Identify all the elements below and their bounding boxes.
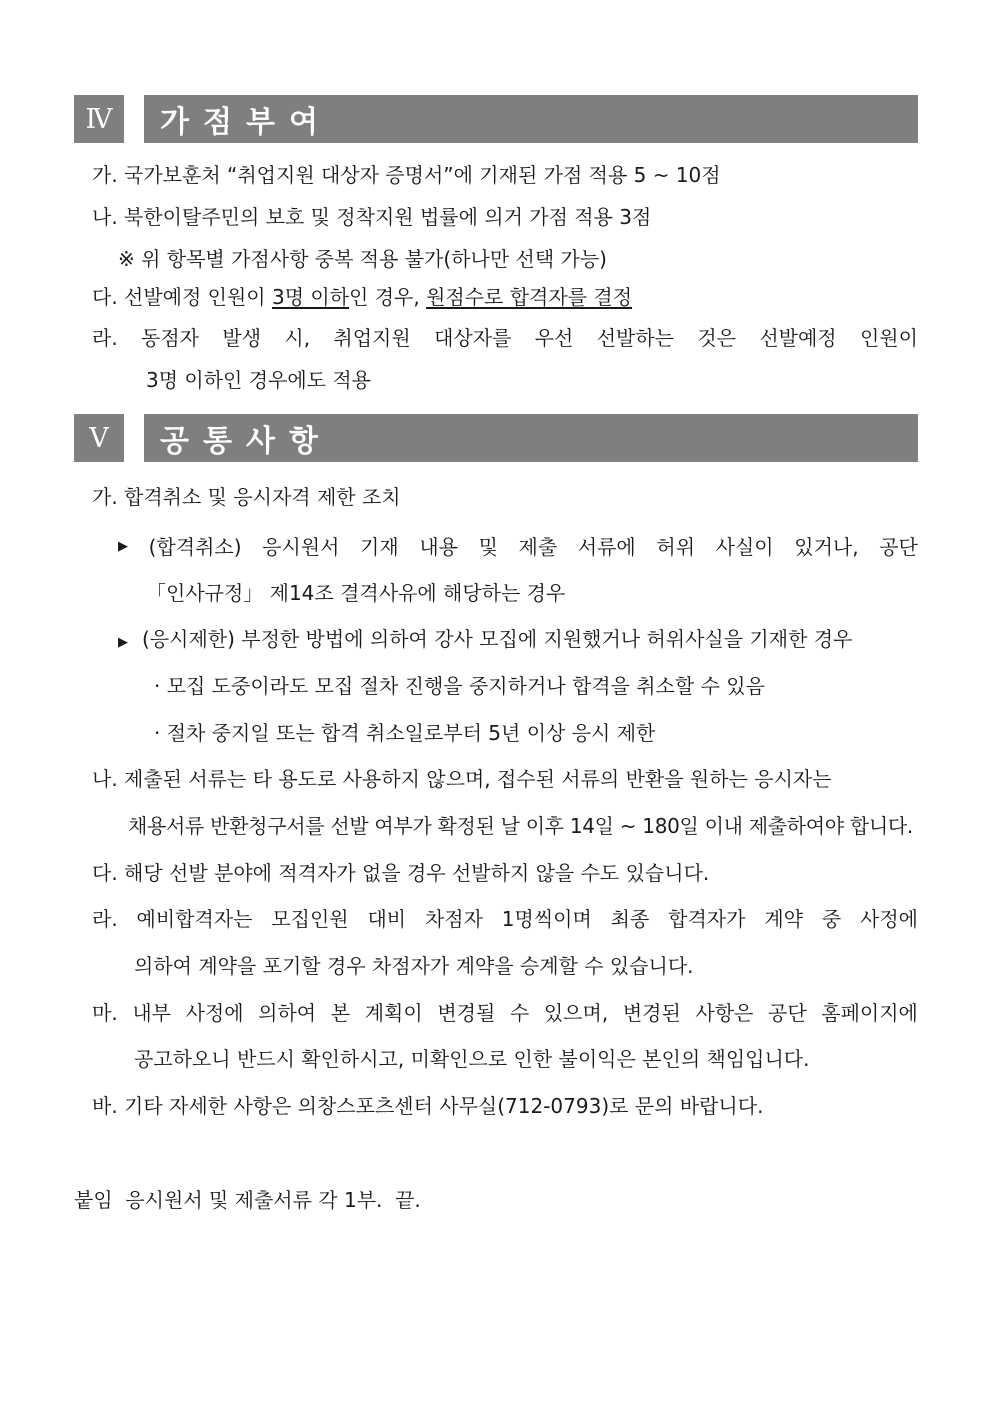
s5-item-ma-line1 (92, 1000, 918, 1026)
word: 응시원서 (262, 535, 340, 559)
s5-item-da: 다. 해당 선발 분야에 적격자가 없을 경우 선발하지 않을 수도 있습니다. (92, 861, 710, 885)
word: 공단 (879, 535, 918, 559)
section-5-title: 공통사항 (144, 414, 918, 462)
word: 제출 (518, 535, 558, 559)
word: 취업지원 (333, 326, 411, 350)
word: 우선 (534, 326, 574, 350)
s4-da-underline-1: 3명 이하 (272, 285, 350, 309)
word: 있으며, (543, 1001, 609, 1025)
word: 사정에 (860, 907, 918, 931)
word: 허위 (656, 535, 696, 559)
word: 계획이 (364, 1001, 423, 1025)
triangle-bullet-icon: ▶ (118, 539, 128, 554)
s5-bullet-1-words (118, 534, 918, 560)
s4-da-prefix: 다. 선발예정 인원이 (92, 285, 272, 309)
attachment-line: 붙임 응시원서 및 제출서류 각 1부. 끝. (74, 1188, 421, 1212)
s5-item-na-line2: 채용서류 반환청구서를 선발 여부가 확정된 날 이후 14일 ~ 180일 이내 제출하여야 합니다. (128, 814, 913, 838)
section-4-number: Ⅳ (74, 95, 124, 143)
s4-item-da (92, 284, 632, 310)
s5-item-ba: 바. 기타 자세한 사항은 의창스포츠센터 사무실(712-0793)로 문의 바랍니다. (92, 1094, 764, 1118)
s5-dot-2: · 절차 중지일 또는 합격 취소일로부터 5년 이상 응시 제한 (154, 721, 656, 745)
word: 사정에 (185, 1001, 244, 1025)
word: 시, (284, 326, 311, 350)
word: 홈페이지에 (821, 1001, 918, 1025)
word: (합격취소) (148, 535, 242, 559)
s4-item-ra-line2: 3명 이하인 경우에도 적용 (146, 368, 371, 392)
s4-item-na: 나. 북한이탈주민의 보호 및 정착지원 법률에 의거 가점 적용 3점 (92, 205, 652, 229)
s5-item-ra-line2: 의하여 계약을 포기할 경우 차점자가 계약을 승계할 수 있습니다. (134, 954, 694, 978)
section-4-title: 가점부여 (144, 95, 918, 143)
word: 인원이 (859, 326, 918, 350)
s5-bullet-1-line1 (118, 534, 918, 560)
word: 대비 (367, 907, 407, 931)
s5-bullet-2 (118, 626, 852, 656)
word: 공단 (768, 1001, 807, 1025)
word: 최종 (610, 907, 650, 931)
word: 수 (509, 1001, 530, 1025)
word: 선발예정 (759, 326, 837, 350)
word: 계약 (764, 907, 803, 931)
s4-note: ※ 위 항목별 가점사항 중복 적용 불가(하나만 선택 가능) (118, 247, 607, 271)
section-5-number: Ⅴ (74, 414, 124, 462)
s4-da-mid: 인 경우, (349, 285, 427, 309)
s5-dot-1: · 모집 도중이라도 모집 절차 진행을 중지하거나 합격을 취소할 수 있음 (154, 674, 765, 698)
word: 발생 (222, 326, 262, 350)
s4-da-underline-2: 원점수로 합격자를 결정 (426, 285, 633, 309)
s4-item-ga: 가. 국가보훈처 “취업지원 대상자 증명서”에 기재된 가점 적용 5 ~ 10점 (92, 163, 721, 187)
word: 동점자 (141, 326, 200, 350)
word: 1명씩이며 (501, 907, 592, 931)
s5-item-ra-line1 (92, 906, 918, 932)
s5-item-na-line1: 나. 제출된 서류는 타 용도로 사용하지 않으며, 접수된 서류의 반환을 원하는 응시자는 (92, 767, 832, 791)
s5-bullet-1-line2: 「인사규정」 제14조 결격사유에 해당하는 경우 (146, 581, 566, 605)
word: 변경된 (622, 1001, 681, 1025)
word: 선발하는 (596, 326, 674, 350)
word: 것은 (697, 326, 736, 350)
word: 서류에 (577, 535, 636, 559)
word: 모집인원 (271, 907, 349, 931)
word: 내부 (132, 1001, 171, 1025)
word: 기재 (360, 535, 399, 559)
word: 및 (478, 535, 498, 559)
word: 있거나, (794, 535, 859, 559)
word: 예비합격자는 (136, 907, 253, 931)
word: 마. (92, 1001, 118, 1025)
s5-bullet-2-text: (응시제한) 부정한 방법에 의하여 강사 모집에 지원했거나 허위사실을 기재한 경우 (142, 627, 853, 651)
s4-item-ra-line1 (92, 325, 918, 351)
word: 차점자 (424, 907, 483, 931)
word: 라. (92, 326, 118, 350)
s5-item-ma-line2: 공고하오니 반드시 확인하시고, 미확인으로 인한 불이익은 본인의 책임입니다. (134, 1047, 810, 1071)
s5-item-ga: 가. 합격취소 및 응시자격 제한 조치 (92, 485, 401, 509)
word: 대상자를 (434, 326, 512, 350)
triangle-bullet-icon: ▶ (118, 635, 128, 650)
word: 사항은 (695, 1001, 754, 1025)
word: 사실이 (715, 535, 774, 559)
word: 라. (92, 907, 118, 931)
word: 중 (821, 907, 842, 931)
word: 의하여 (258, 1001, 317, 1025)
word: 내용 (419, 535, 458, 559)
word: 본 (330, 1001, 351, 1025)
word: 합격자가 (668, 907, 746, 931)
word: 변경될 (437, 1001, 496, 1025)
